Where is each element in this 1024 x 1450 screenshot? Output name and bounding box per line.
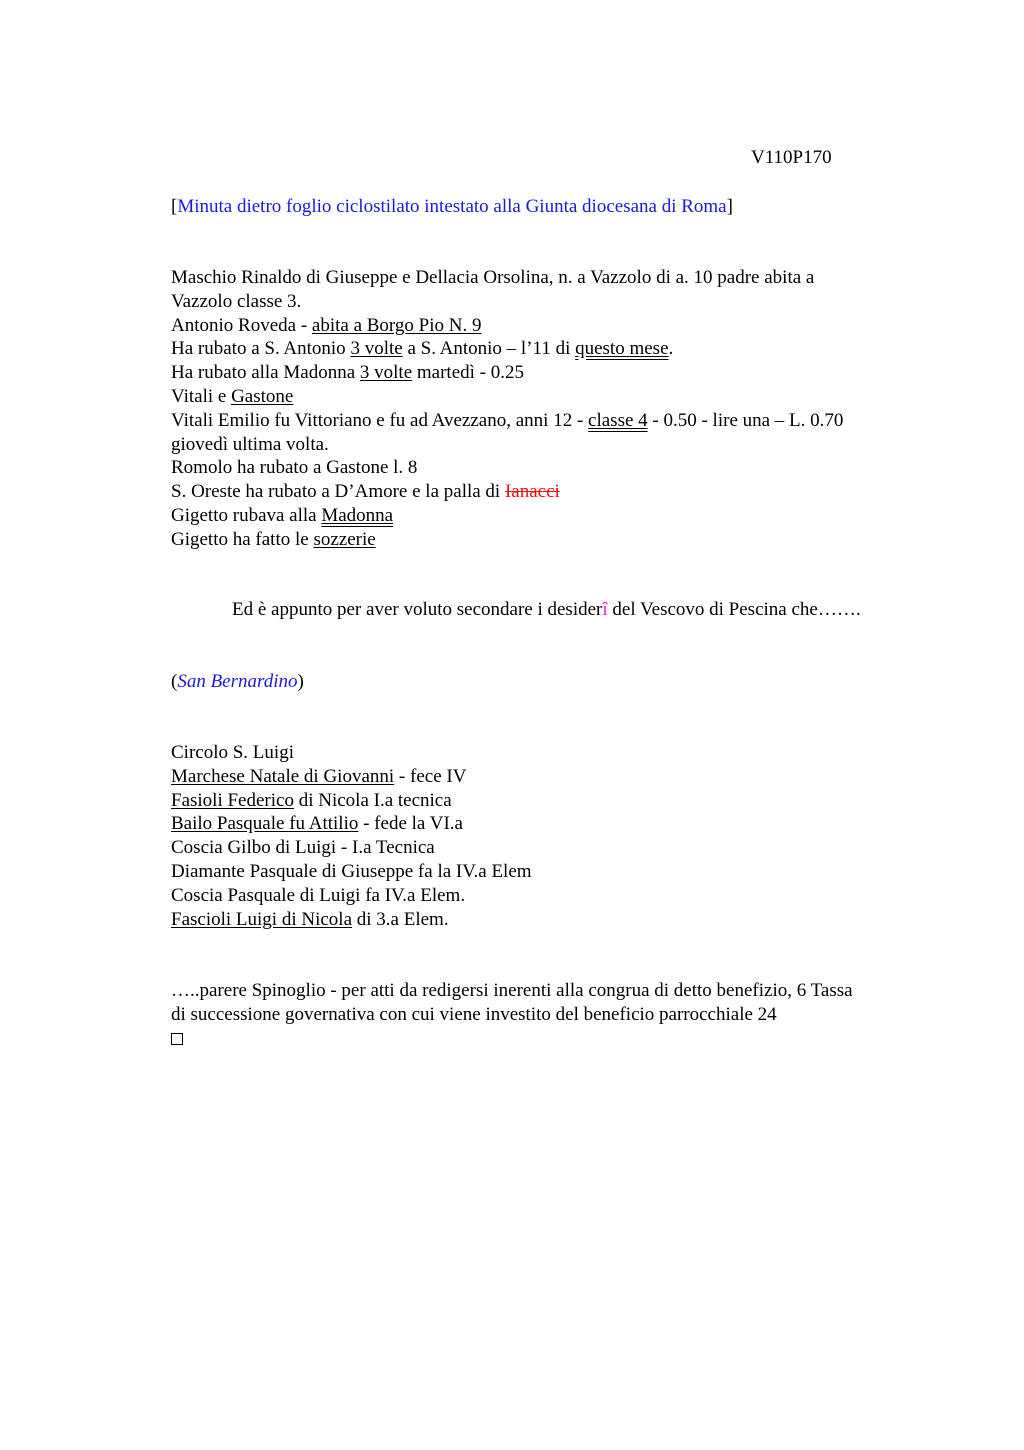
notes-block-1 — [171, 266, 931, 552]
text-line: di successione governativa con cui viene investito del beneficio parrocchiale 24 — [171, 1003, 777, 1025]
san-bernardino-text: San Bernardino — [177, 671, 298, 692]
end-mark-line — [171, 1027, 931, 1052]
notes-block-2 — [171, 741, 931, 931]
text-line: Coscia Pasquale di Luigi fa IV.a Elem. — [171, 884, 466, 906]
double-underlined-text: Madonna — [321, 504, 394, 526]
editorial-header-note — [171, 195, 733, 219]
corrected-character: î — [602, 599, 608, 620]
text-run: Antonio Roveda - — [171, 314, 312, 336]
reference-code: V110P170 — [751, 147, 832, 168]
text-run: di Nicola I.a tecnica — [293, 789, 452, 811]
underlined-text: 3 volte — [350, 338, 403, 360]
text-line: Romolo ha rubato a Gastone l. 8 — [171, 457, 418, 479]
square-box-icon — [171, 1033, 183, 1045]
underlined-text: Marchese Natale di Giovanni — [171, 765, 395, 787]
double-underlined-text: questo mese — [575, 338, 669, 360]
san-bernardino-note — [171, 670, 304, 694]
text-line — [171, 337, 931, 361]
text-line — [171, 480, 931, 504]
text-line — [171, 908, 931, 932]
underlined-text: Gastone — [231, 385, 294, 407]
text-run: di 3.a Elem. — [352, 908, 449, 930]
text-line — [171, 504, 931, 528]
text-line — [171, 361, 931, 385]
text-run: a S. Antonio – l’11 di — [402, 338, 576, 360]
bracket-close: ] — [726, 196, 733, 217]
header-note-text: Minuta dietro foglio ciclostilato intestato alla Giunta diocesana di Roma — [177, 196, 727, 217]
underlined-text: abita a Borgo Pio N. 9 — [311, 314, 482, 336]
text-line — [171, 812, 931, 836]
text-run: Ha rubato a S. Antonio — [171, 338, 351, 360]
text-run: Gigetto ha fatto le — [171, 528, 314, 550]
deleted-text: Ianacci — [504, 481, 560, 503]
notes-block-3 — [171, 979, 931, 1051]
text-run: del Vescovo di Pescina che……. — [607, 599, 861, 620]
text-run: Vitali e — [171, 385, 232, 407]
text-line — [171, 409, 931, 433]
text-run: Vitali Emilio fu Vittoriano e fu ad Avezzano, anni 12 - — [171, 409, 589, 431]
paren-close: ) — [297, 671, 304, 692]
text-run: . — [668, 338, 674, 360]
underlined-text: Bailo Pasquale fu Attilio — [171, 813, 359, 835]
text-line: Coscia Gilbo di Luigi - I.a Tecnica — [171, 837, 435, 859]
underlined-text: Fasioli Federico — [171, 789, 294, 811]
text-line — [171, 528, 931, 552]
text-run: - 0.50 - lire una – L. 0.70 — [647, 409, 844, 431]
text-line: Maschio Rinaldo di Giuseppe e Dellacia Orsolina, n. a Vazzolo di a. 10 padre abita a — [171, 267, 815, 288]
text-run: martedì - 0.25 — [412, 362, 524, 384]
text-run: Ed è appunto per aver voluto secondare i desider — [232, 599, 603, 620]
text-run: - fece IV — [394, 765, 467, 787]
text-run: Gigetto rubava alla — [171, 504, 322, 526]
underlined-text: sozzerie — [313, 528, 376, 550]
underlined-text: Fascioli Luigi di Nicola — [171, 908, 353, 930]
text-line: Vazzolo classe 3. — [171, 290, 302, 312]
text-line — [171, 314, 931, 338]
text-line: …..parere Spinoglio - per atti da redigersi inerenti alla congrua di detto benefizio, 6 Tassa — [171, 980, 853, 1001]
text-run: S. Oreste ha rubato a D’Amore e la palla di — [171, 481, 505, 503]
text-line — [171, 765, 931, 789]
indented-paragraph — [232, 598, 861, 622]
text-line — [171, 789, 931, 813]
bracket-open: [ — [171, 196, 178, 217]
text-line: Circolo S. Luigi — [171, 742, 294, 763]
text-run: - fede la VI.a — [358, 813, 463, 835]
text-line — [171, 385, 931, 409]
paren-open: ( — [171, 671, 178, 692]
double-underlined-text: classe 4 — [588, 409, 648, 431]
text-run: Ha rubato alla Madonna — [171, 362, 360, 384]
text-line: giovedì ultima volta. — [171, 433, 329, 455]
underlined-text: 3 volte — [359, 362, 413, 384]
text-line: Diamante Pasquale di Giuseppe fa la IV.a Elem — [171, 860, 532, 882]
